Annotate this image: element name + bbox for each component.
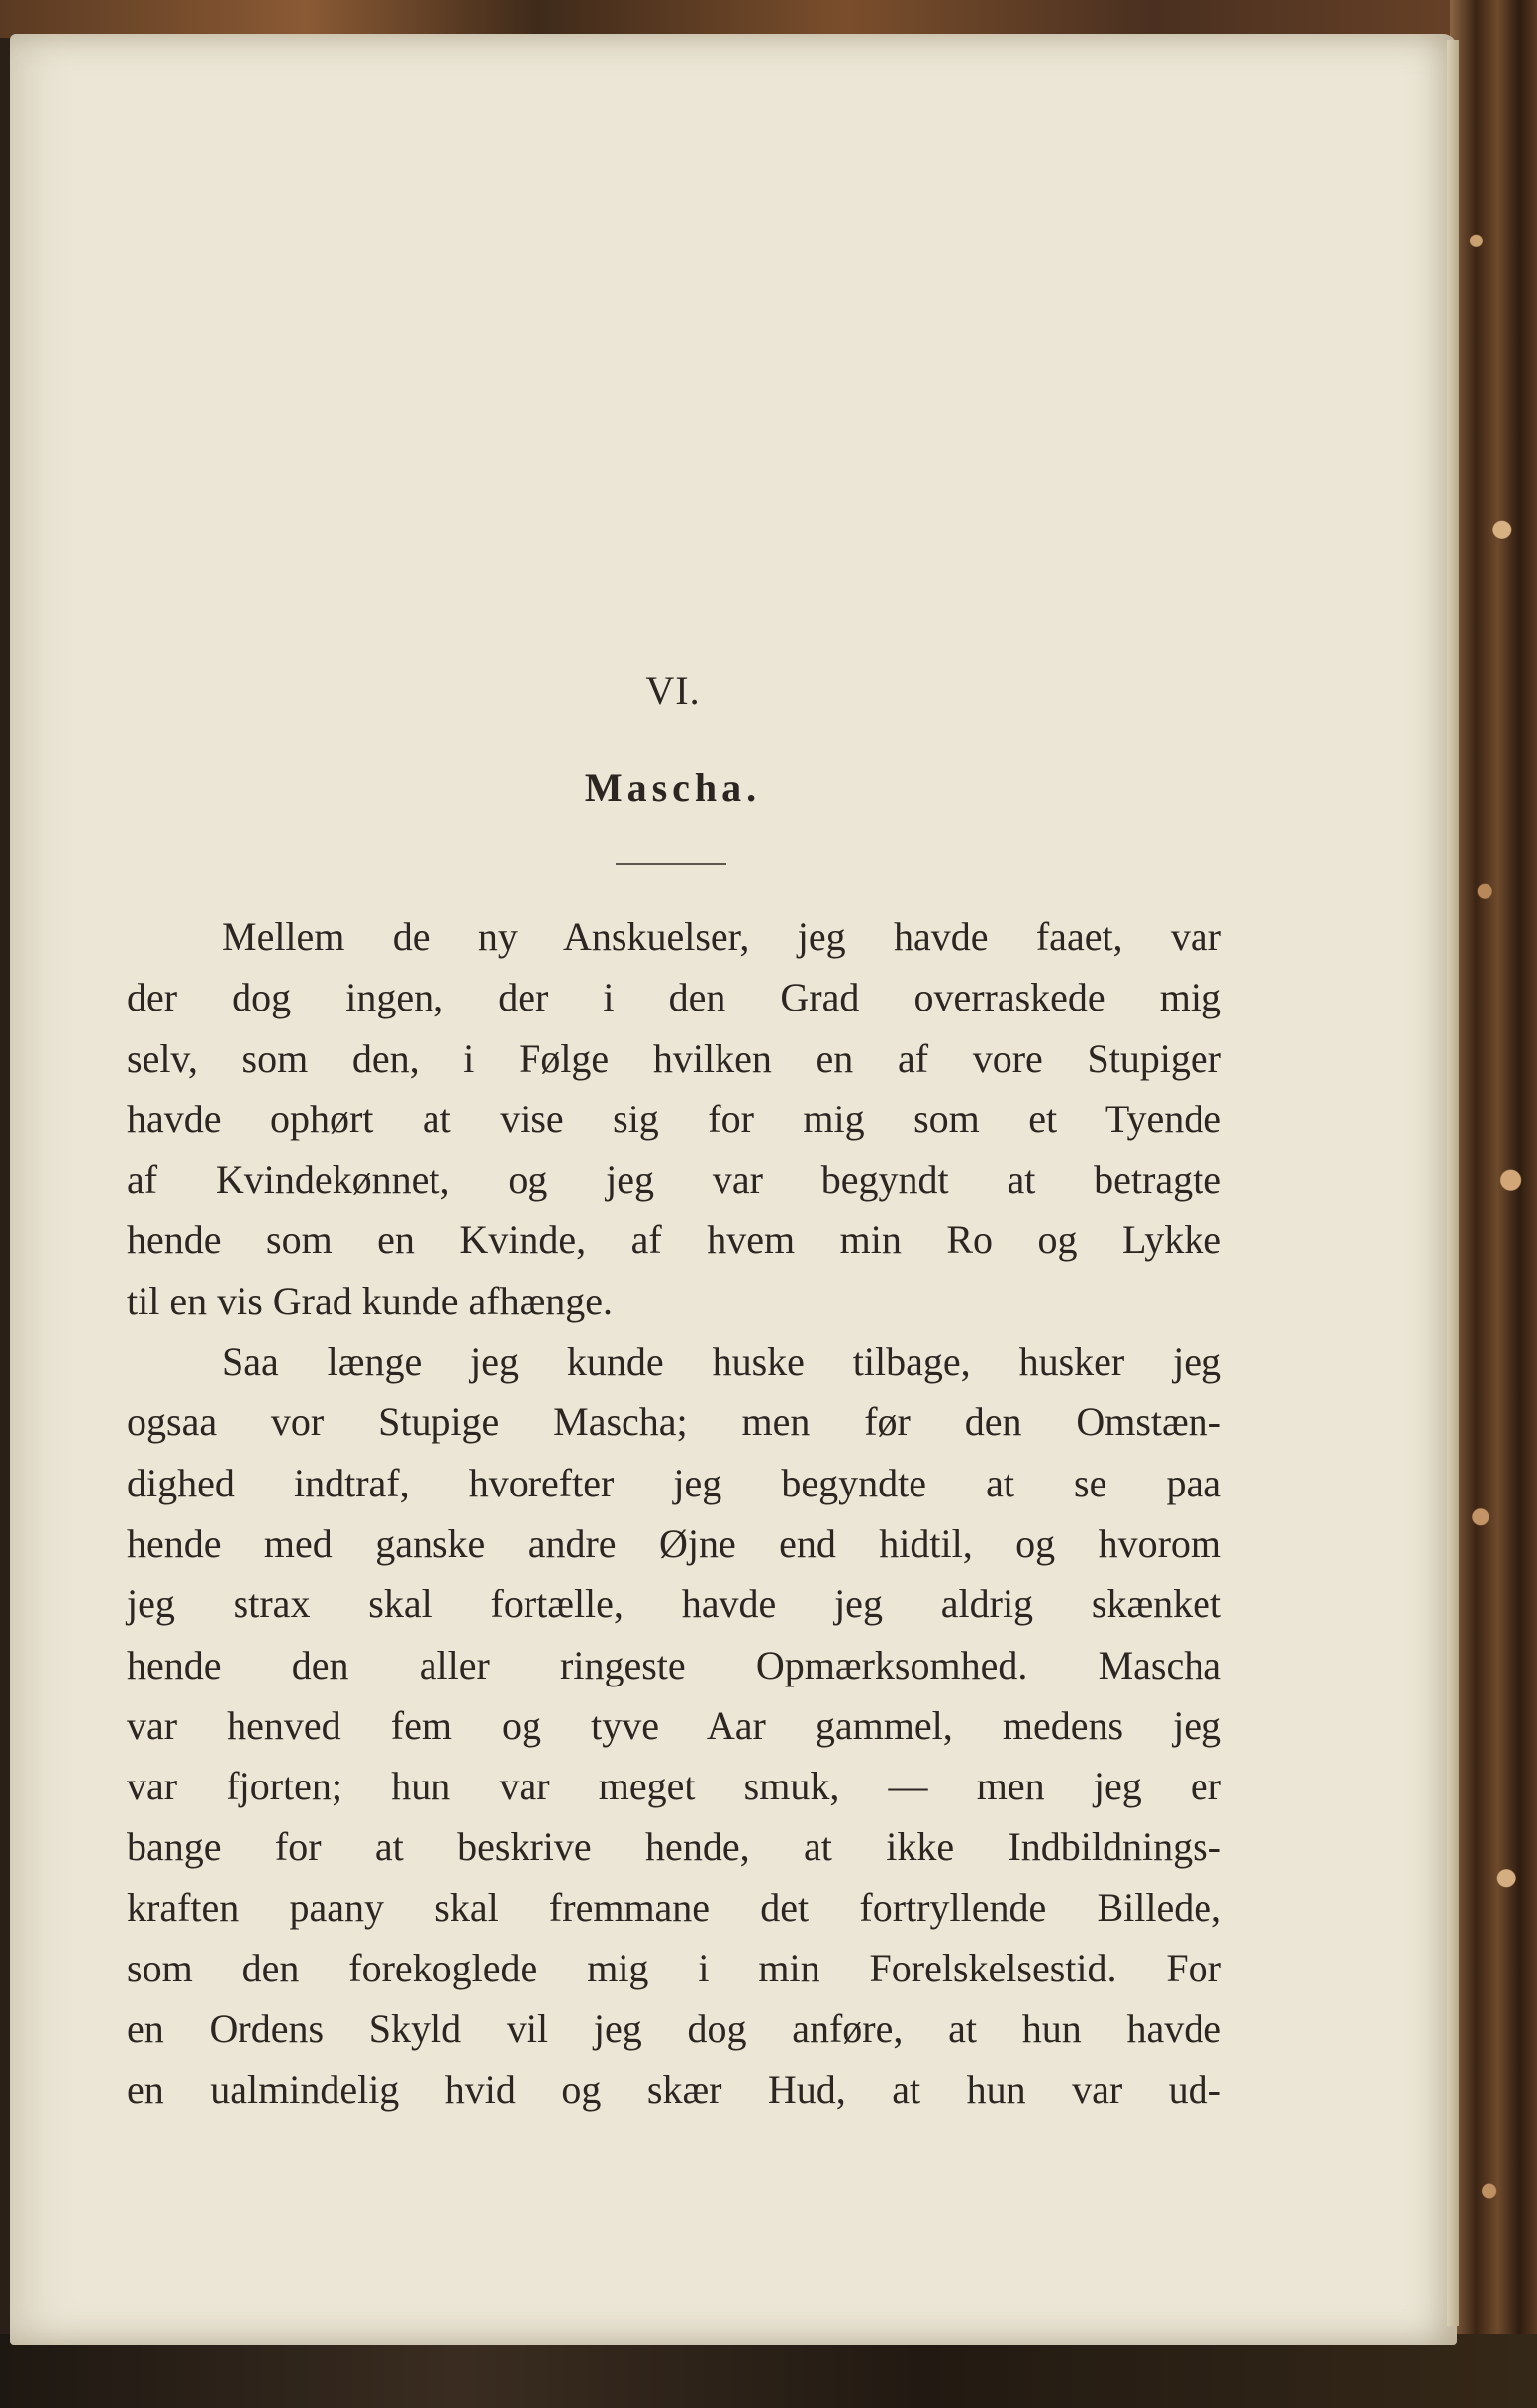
- text-line: af Kvindekønnet, og jeg var begyndt at betragte: [127, 1157, 1221, 1203]
- text-line: der dog ingen, der i den Grad overraskede mig: [127, 975, 1221, 1020]
- book-binding-bottom: [0, 2334, 1537, 2408]
- text-line: hende med ganske andre Øjne end hidtil, og hvorom: [127, 1520, 1221, 1566]
- paragraph-2: [127, 1331, 1221, 2120]
- text-line: hende som en Kvinde, af hvem min Ro og Lykke: [127, 1217, 1221, 1263]
- text-line: kraften paany skal fremmane det fortryllende Billede,: [127, 1884, 1221, 1930]
- text-line: en Ordens Skyld vil jeg dog anføre, at hun havde: [127, 2006, 1221, 2052]
- text-line: til en vis Grad kunde afhænge.: [127, 1278, 613, 1323]
- text-line: bange for at beskrive hende, at ikke Indbildnings-: [127, 1824, 1221, 1870]
- text-line: Mellem de ny Anskuelser, jeg havde faaet, var: [222, 915, 1221, 959]
- text-line: dighed indtraf, hvorefter jeg begyndte at se paa: [127, 1460, 1221, 1505]
- book-binding-top: [0, 0, 1537, 38]
- book-page: [10, 34, 1457, 2345]
- divider-rule: [616, 863, 726, 865]
- body-text: [127, 907, 1221, 2120]
- text-line: var fjorten; hun var meget smuk, — men jeg er: [127, 1764, 1221, 1809]
- text-line: ogsaa vor Stupige Mascha; men før den Omstæn-: [127, 1399, 1221, 1445]
- text-line: som den forekoglede mig i min Forelskelsestid. For: [127, 1946, 1221, 1991]
- text-line: en ualmindelig hvid og skær Hud, at hun var ud-: [127, 2067, 1221, 2112]
- text-line: selv, som den, i Følge hvilken en af vore Stupiger: [127, 1035, 1221, 1081]
- text-line: jeg strax skal fortælle, havde jeg aldrig skænket: [127, 1582, 1221, 1627]
- chapter-number: VI.: [645, 668, 701, 713]
- page-edge: [1447, 40, 1459, 2326]
- paragraph-1: [127, 907, 1221, 1331]
- text-line: hende den aller ringeste Opmærksomhed. Mascha: [127, 1642, 1221, 1687]
- text-line: Saa længe jeg kunde huske tilbage, husker jeg: [222, 1339, 1221, 1385]
- text-line: var henved fem og tyve Aar gammel, medens jeg: [127, 1702, 1221, 1748]
- chapter-title: Mascha.: [584, 765, 762, 810]
- text-line: havde ophørt at vise sig for mig som et Tyende: [127, 1096, 1221, 1141]
- book-edge-right: [1450, 0, 1537, 2408]
